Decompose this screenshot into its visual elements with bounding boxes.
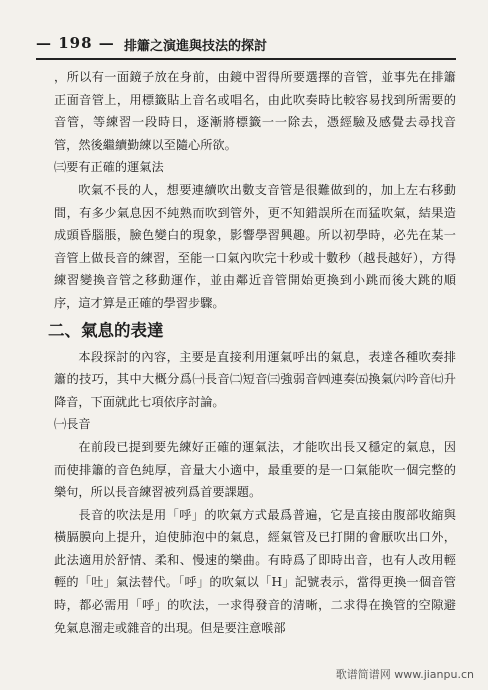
- header-rule: [36, 58, 456, 60]
- section-heading: 二、氣息的表達: [48, 320, 164, 340]
- subheading-long-tone: ㈠長音: [54, 417, 91, 432]
- page-number: — 198 —: [36, 34, 115, 52]
- page-header: [36, 34, 456, 54]
- paragraph: 長音的吹法是用「呼」的吹氣方式最爲普遍，它是直接由腹部收縮與橫膈膜向上提升，迫使肺泡中的氣息，經氣管及已打開的會厭吹出口外，此法適用於舒情、柔和、慢速的樂曲。有時爲了即時出音，也有人改用輕輕的「吐」氣法替代。「呼」的吹氣以「H」記號表示，當得更換一個音管時，都必需用「呼」的吹法，一求得發音的清晰，二求得在換管的空隙避免氣息溜走或雜音的出現。但是要注意喉部: [54, 507, 456, 635]
- site-watermark: 歌谱简谱网 www.jianpu.cn: [335, 668, 474, 681]
- paragraph: 吹氣不長的人，想要連續吹出數支音管是很難做到的，加上左右移動間，有多少氣息因不純熟而吹到管外，更不知錯誤所在而猛吹氣，結果造成頭昏腦脹，臉色變白的現象，影響學習興趣。所以初學時，必先在某一音管上做長音的練習，至能一口氣內吹完十秒或十數秒（越長越好），方得練習變換音管之移動運作，並由鄰近音管開始更換到小跳而後大跳的順序，這才算是正確的學習步驟。: [54, 182, 456, 310]
- subheading-breathing-method: ㈢要有正確的運氣法: [54, 160, 164, 175]
- page-body: [48, 66, 456, 639]
- paragraph: 本段探討的內容，主要是直接利用運氣呼出的氣息，表達各種吹奏排簫的技巧，其中大概分爲㈠長音㈡短音㈢強弱音㈣連奏㈤換氣㈥吟音㈦升降音，下面就此七項依序討論。: [54, 349, 456, 409]
- running-title: 排簫之演進與技法的探討: [124, 39, 268, 54]
- paragraph: 在前段已提到要先練好正確的運氣法，才能吹出長又穩定的氣息，因而使排簫的音色純厚，音量大小適中，最重要的是一口氣能吹一個完整的樂句，所以長音練習被列爲首要課題。: [54, 439, 456, 500]
- paragraph-continued: ，所以有一面鏡子放在身前，由鏡中習得所要選擇的音管，並事先在排簫正面音管上，用標籤貼上音名或唱名，由此吹奏時比較容易找到所需要的音管，等練習一段時日，逐漸將標籤一一除去，憑經驗及感覺去尋找音管，然後繼續勤練以至隨心所欲。: [54, 70, 456, 152]
